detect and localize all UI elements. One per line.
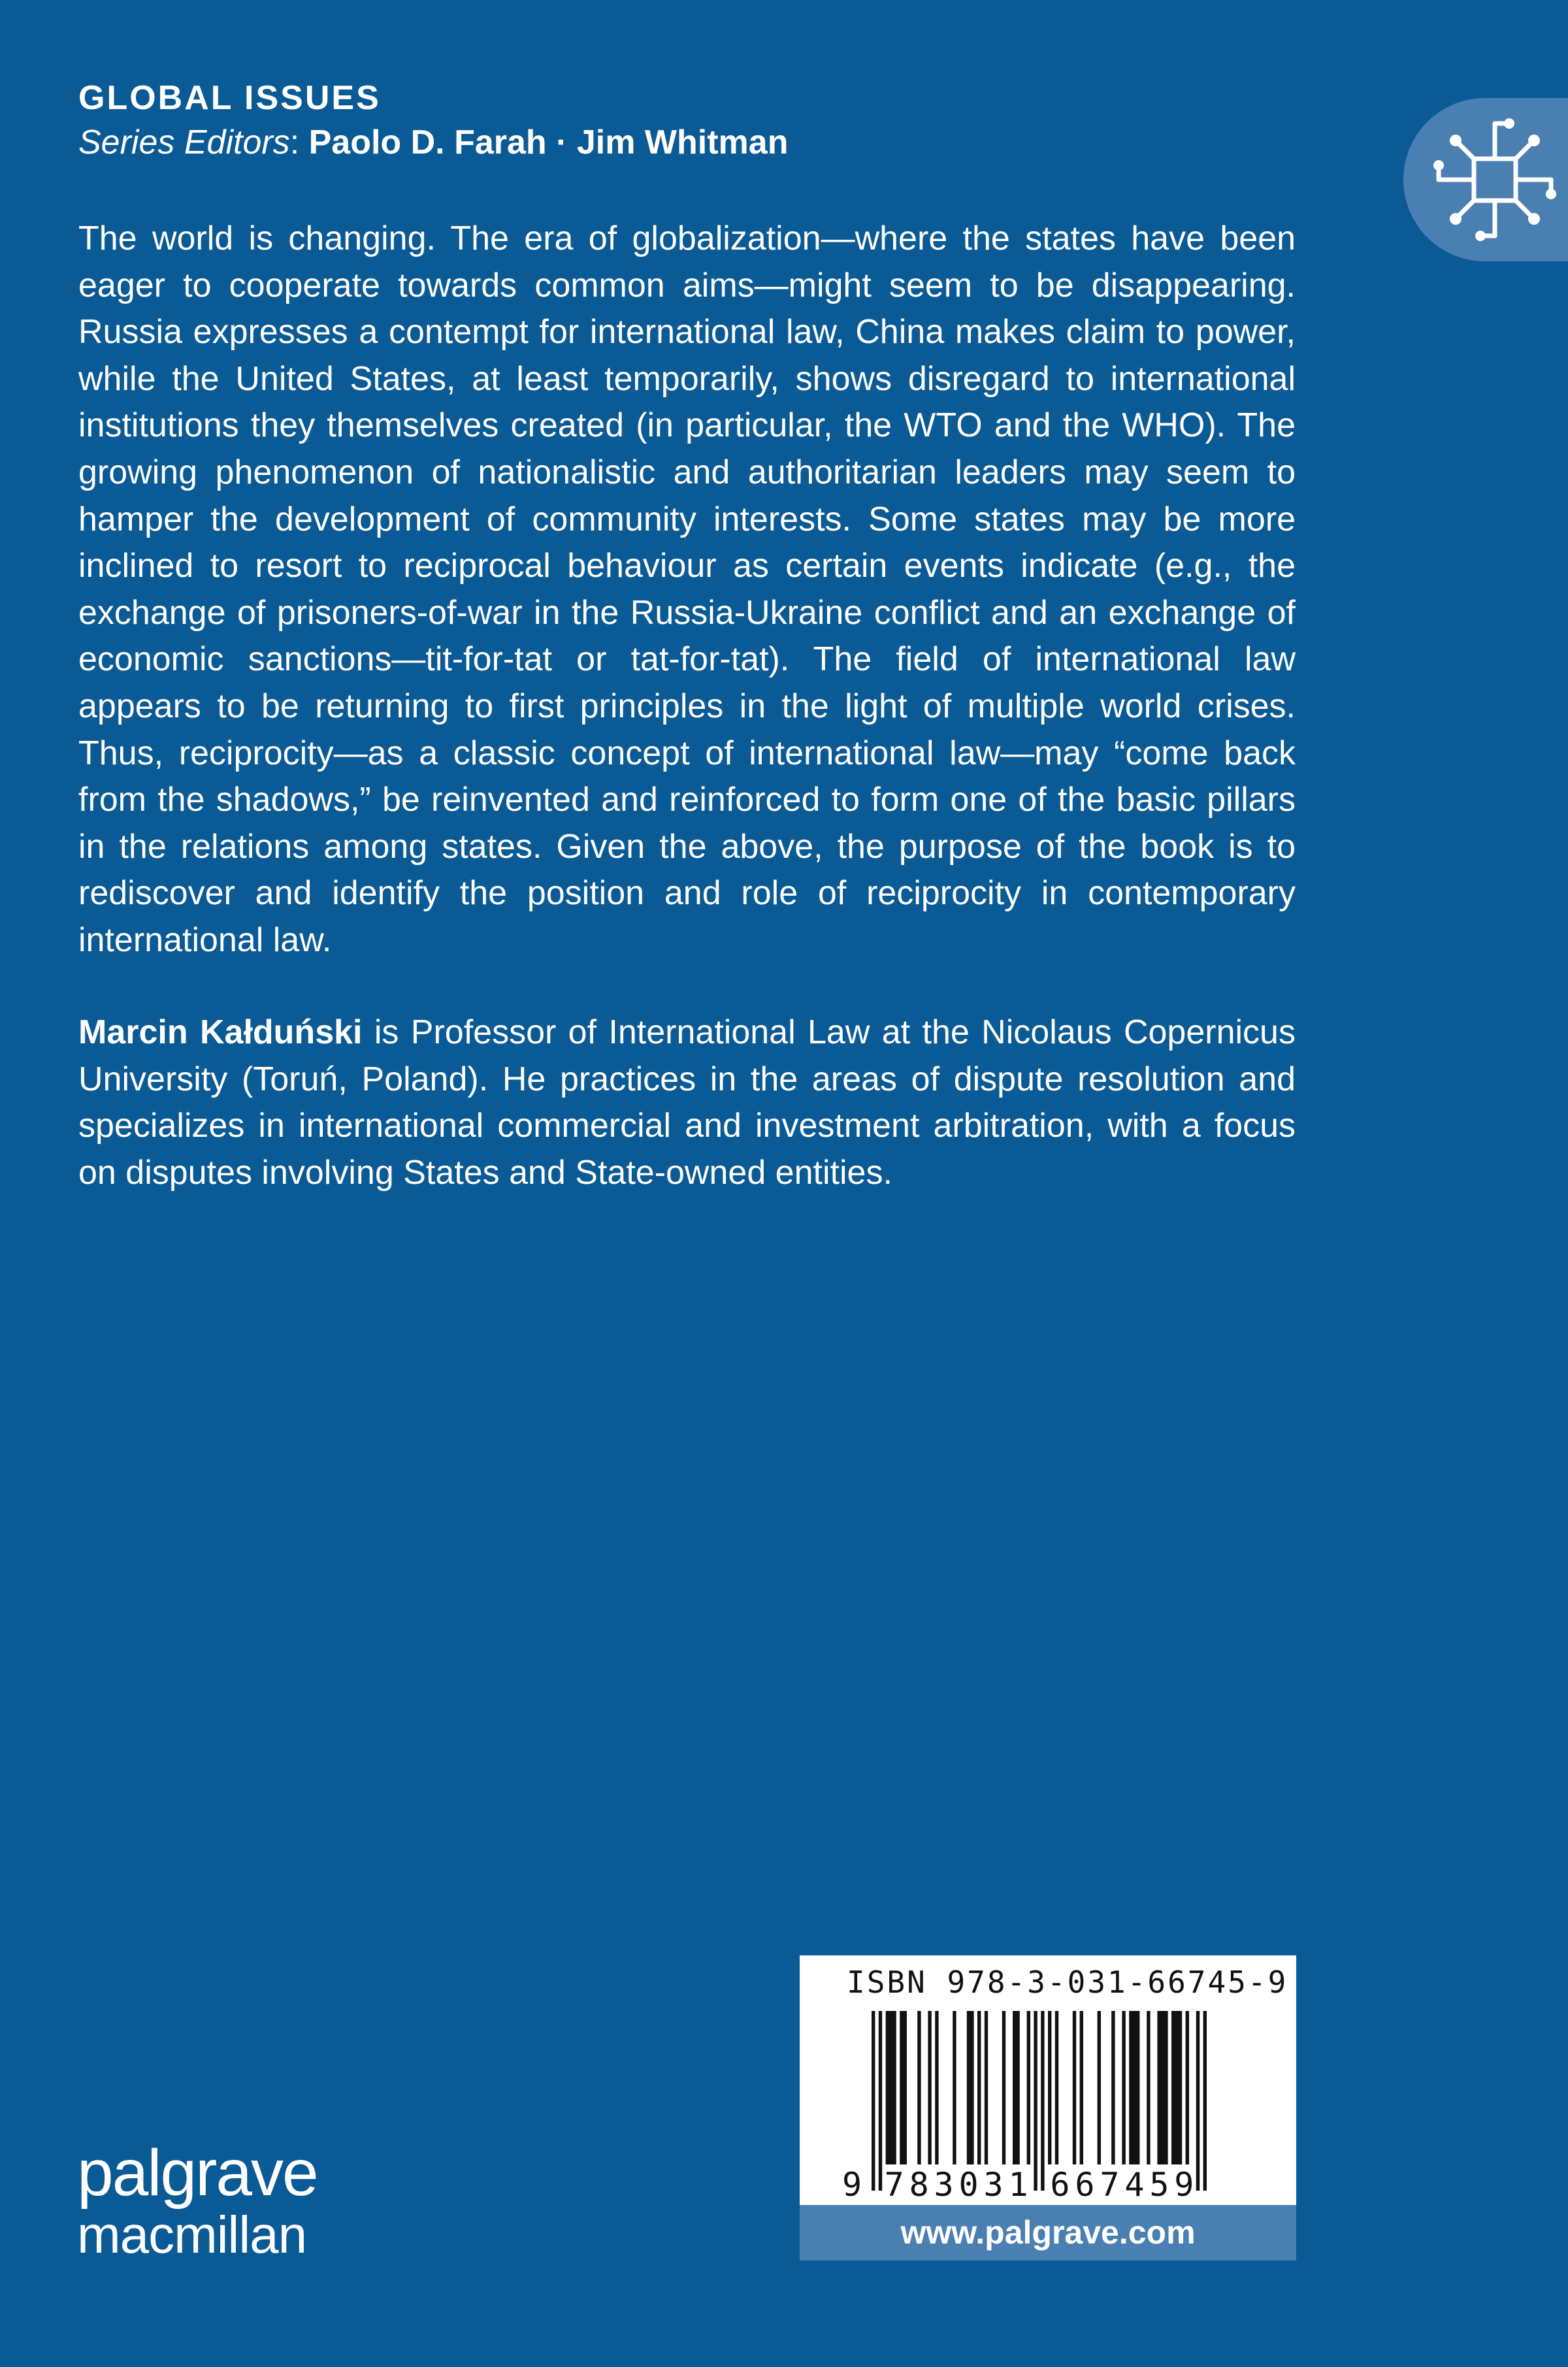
- palgrave-logo-badge: [1403, 98, 1568, 261]
- series-editors: [78, 119, 788, 166]
- barcode-bar: [1055, 2011, 1058, 2164]
- barcode-bar: [1147, 2011, 1150, 2164]
- barcode-bar: [967, 2011, 974, 2164]
- barcode-bar: [879, 2011, 882, 2191]
- barcode-bar: [985, 2011, 988, 2164]
- barcode-bar: [917, 2011, 921, 2164]
- barcode-bar: [1073, 2011, 1076, 2164]
- barcode-bar: [977, 2011, 981, 2164]
- barcode-bar: [1098, 2011, 1101, 2164]
- author-name: Marcin Kałduński: [78, 1013, 363, 1051]
- palgrave-network-icon: [1429, 114, 1560, 245]
- barcode-bar: [1129, 2011, 1139, 2164]
- barcode-bar: [1122, 2011, 1125, 2164]
- barcode-digits-right: 667459: [1050, 2166, 1194, 2204]
- barcode-graphic: [800, 1955, 1296, 2205]
- barcode-bar: [886, 2011, 896, 2164]
- barcode-digit-lead: 9: [841, 2166, 862, 2204]
- barcode-bar: [1196, 2011, 1200, 2191]
- series-editors-names: Paolo D. Farah · Jim Whitman: [308, 123, 789, 161]
- barcode-bar: [935, 2011, 938, 2164]
- publisher-logo-line1: palgrave: [77, 2136, 318, 2210]
- barcode-bar: [1080, 2011, 1083, 2164]
- series-editors-sep: :: [289, 123, 309, 161]
- series-title: GLOBAL ISSUES: [78, 79, 381, 117]
- barcode-bar: [1002, 2011, 1005, 2164]
- series-editors-label: Series Editors: [78, 123, 290, 161]
- barcode-bar: [1186, 2011, 1189, 2164]
- barcode-bar: [1034, 2011, 1037, 2191]
- book-description: The world is changing. The era of globalization—where the states have been eager to cooperate towards common aims—might seem to be disappearing. Russia expresses a contempt for international law, China makes claim to power, while the United States, at least temporarily, shows disregard to international institutions they themselves created (in particular, the WTO and the WHO). The growing phenomenon of nationalistic and authoritarian leaders may seem to hamper the development of community interests. Some states may be more inclined to resort to reciprocal behaviour as certain events indicate (e.g., the exchange of prisoners-of-war in the Russia-Ukraine conflict and an exchange of economic sanctions—tit-for-tat or tat-for-tat). The field of international law appears to be returning to first principles in the light of multiple world crises. Thus, reciprocity—as a classic concept of international law—may “come back from the shadows,” be reinvented and reinforced to form one of the basic pillars in the relations among states. Given the above, the purpose of the book is to rediscover and identify the position and role of reciprocity in contemporary international law.: [78, 220, 1296, 959]
- barcode-bar: [872, 2011, 875, 2191]
- barcode-bar: [900, 2011, 907, 2164]
- series-info: [78, 77, 788, 166]
- barcode-bar: [1111, 2011, 1115, 2164]
- barcode-bar: [1041, 2011, 1044, 2191]
- isbn-label: ISBN 978-3-031-66745-9: [847, 1965, 1288, 2000]
- barcode-bar: [1157, 2011, 1168, 2164]
- barcode-bar: [1048, 2011, 1051, 2164]
- author-bio: [78, 1009, 1296, 1196]
- barcode-bar: [1203, 2011, 1207, 2191]
- barcode-bar: [953, 2011, 956, 2164]
- publisher-logo: [77, 2136, 318, 2264]
- barcode-bar: [1027, 2011, 1030, 2164]
- publisher-logo-line2: macmillan: [77, 2206, 307, 2264]
- author-bio-text: is Professor of International Law at the Nicolaus Copernicus University (Toruń, Poland). He practices in the areas of dispute resolution and specializes in international commercial and investment arbitration, with a focus on disputes involving States and State-owned entities.: [78, 1013, 1296, 1192]
- barcode-bar: [928, 2011, 931, 2164]
- publisher-website[interactable]: www.palgrave.com: [800, 2205, 1296, 2261]
- barcode-digits-left: 783031: [884, 2166, 1028, 2204]
- barcode-bar: [1013, 2011, 1020, 2164]
- barcode-bar: [1171, 2011, 1182, 2164]
